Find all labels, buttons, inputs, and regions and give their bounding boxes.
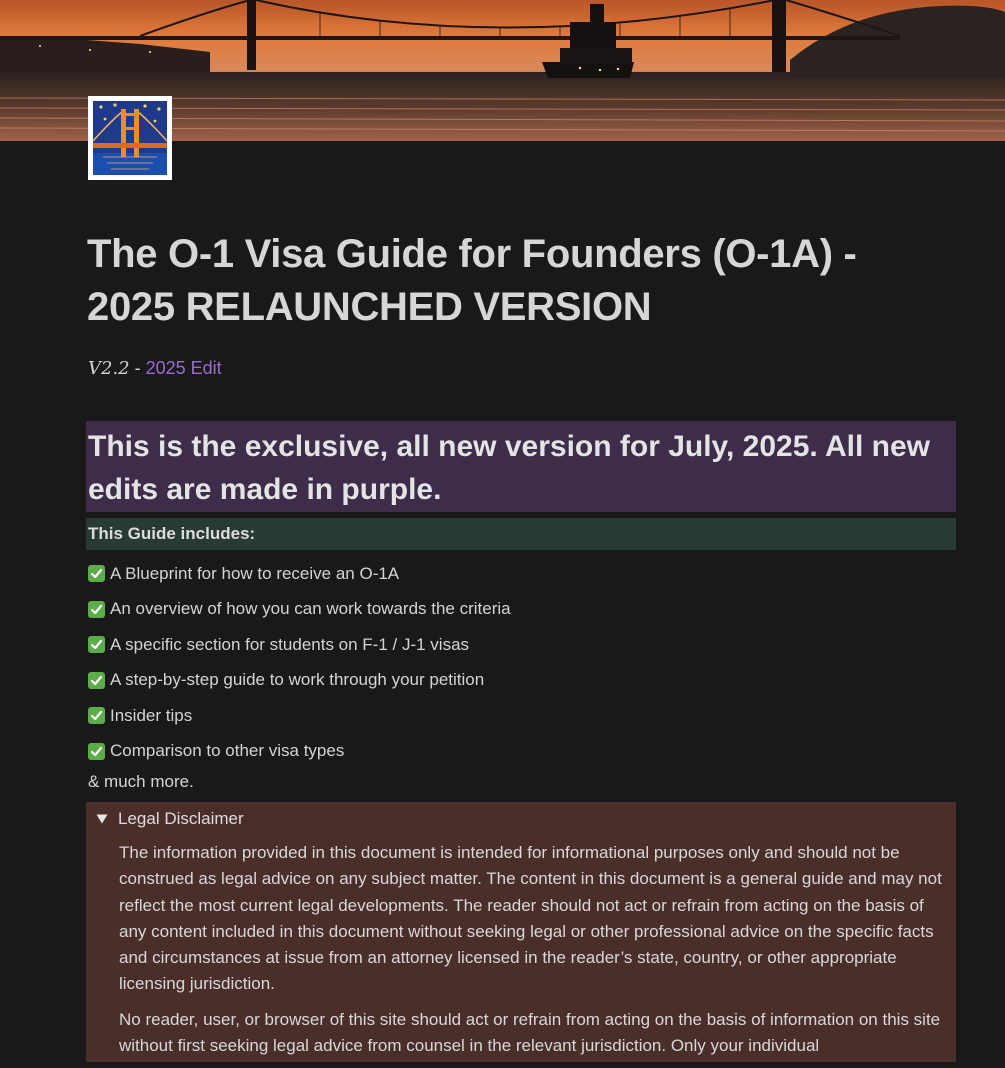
- list-item-text: A step-by-step guide to work through your petition: [110, 670, 485, 690]
- version-label: V2.2: [88, 358, 130, 379]
- new-version-heading[interactable]: This is the exclusive, all new version for July, 2025. All new edits are made in purple.: [86, 421, 956, 512]
- list-item[interactable]: [88, 556, 948, 592]
- version-edit-label: 2025 Edit: [145, 358, 222, 378]
- disclaimer-paragraph[interactable]: No reader, user, or browser of this site should act or refrain from acting on the basis of information on this site without first seeking legal advice from counsel in the relevant jurisdiction. Only your individual: [119, 1009, 941, 1056]
- list-item-text: Comparison to other visa types: [110, 741, 345, 761]
- page-title[interactable]: The O-1 Visa Guide for Founders (O-1A) - 2025 RELAUNCHED VERSION: [87, 232, 857, 329]
- check-mark-icon: [88, 743, 105, 760]
- check-mark-icon: [88, 565, 105, 582]
- list-item[interactable]: [88, 698, 948, 734]
- list-item[interactable]: [88, 592, 948, 628]
- check-mark-icon: [88, 636, 105, 653]
- version-line: [88, 355, 222, 382]
- guide-includes-heading[interactable]: This Guide includes:: [86, 518, 956, 550]
- much-more-text[interactable]: & much more.: [88, 772, 194, 791]
- list-item-text: A Blueprint for how to receive an O-1A: [110, 563, 400, 583]
- list-item-text: A specific section for students on F-1 / J-1 visas: [110, 634, 470, 654]
- toggle-label: Legal Disclaimer: [118, 809, 244, 828]
- list-item[interactable]: [88, 734, 948, 770]
- list-item-text: Insider tips: [110, 705, 193, 725]
- toggle-header[interactable]: [86, 806, 244, 832]
- toggle-content: [119, 840, 949, 1068]
- bridge-at-night-icon[interactable]: [88, 96, 172, 180]
- legal-disclaimer-toggle: [86, 802, 956, 1062]
- version-separator: -: [129, 358, 146, 378]
- list-item[interactable]: [88, 627, 948, 663]
- check-mark-icon: [88, 601, 105, 618]
- check-mark-icon: [88, 672, 105, 689]
- toggle-triangle-down-icon[interactable]: [86, 806, 118, 832]
- list-item[interactable]: [88, 663, 948, 699]
- list-item-text: An overview of how you can work towards the criteria: [110, 599, 511, 619]
- check-mark-icon: [88, 707, 105, 724]
- includes-list: [88, 556, 948, 769]
- disclaimer-paragraph[interactable]: The information provided in this document is intended for informational purposes only and should not be construed as legal advice on any subject matter. The content in this document is a general guide and may not reflect the most current legal developments. The reader should not act or refrain from acting on the basis of any content included in this document without seeking legal or other professional advice on the specific facts and circumstances at issue from an attorney licensed in the reader’s state, country, or other appropriate licensing jurisdiction.: [119, 843, 942, 994]
